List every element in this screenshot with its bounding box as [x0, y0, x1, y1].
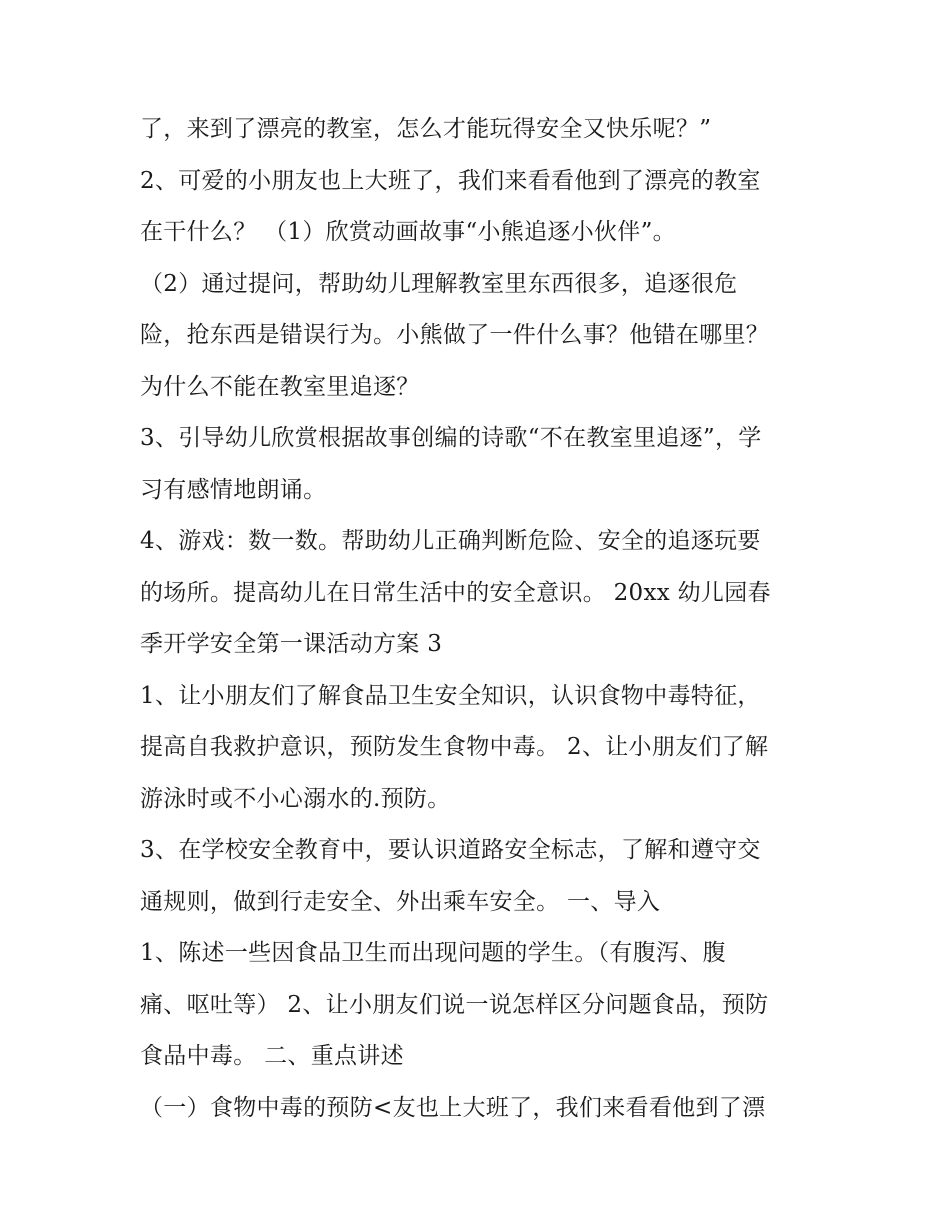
- text-line: 4、游戏：数一数。帮助幼儿正确判断危险、安全的追逐玩要: [140, 528, 761, 554]
- text-line: 险，抢东西是错误行为。小熊做了一件什么事？他错在哪里？: [140, 322, 770, 348]
- text-line: 3、在学校安全教育中，要认识道路安全标志，了解和遵守交: [140, 837, 761, 863]
- text-line: 了，来到了漂亮的教室，怎么才能玩得安全又快乐呢？”: [140, 116, 712, 142]
- text-line: 习有感情地朗诵。: [140, 476, 327, 503]
- text-line: 2、可爱的小朋友也上大班了，我们来看看他到了漂亮的教室: [140, 167, 761, 194]
- text-line: 为什么不能在教室里追逐？: [140, 373, 420, 400]
- text-line: （2）通过提问，帮助幼儿理解教室里东西很多，追逐很危: [140, 270, 738, 297]
- text-line: 3、引导幼儿欣赏根据故事创编的诗歌“不在教室里追逐”，学: [140, 425, 762, 451]
- text-line: 1、让小朋友们了解食品卫生安全知识，认识食物中毒特征，: [140, 682, 761, 709]
- text-line: 食品中毒。 二、重点讲述: [140, 1043, 404, 1069]
- text-line: 痛、呕吐等） 2、让小朋友们说一说怎样区分问题食品，预防: [140, 991, 769, 1018]
- text-line: 季开学安全第一课活动方案 3: [140, 631, 443, 657]
- text-line: 游泳时或不小心溺水的.预防。: [140, 785, 451, 812]
- text-line: 在干什么？ （1）欣赏动画故事“小熊追逐小伙伴”。: [140, 219, 676, 245]
- text-line: 1、陈述一些因食品卫生而出现问题的学生。（有腹泻、腹: [140, 940, 726, 966]
- text-line: 提高自我救护意识，预防发生食物中毒。 2、让小朋友们了解: [140, 734, 769, 760]
- text-line: 的场所。提高幼儿在日常生活中的安全意识。 20xx 幼儿园春: [140, 579, 771, 606]
- text-line: （一）食物中毒的预防<友也上大班了，我们来看看他到了漂: [140, 1094, 766, 1121]
- text-line: 通规则，做到行走安全、外出乘车安全。 一、导入: [140, 888, 661, 915]
- document-body: [140, 104, 820, 1134]
